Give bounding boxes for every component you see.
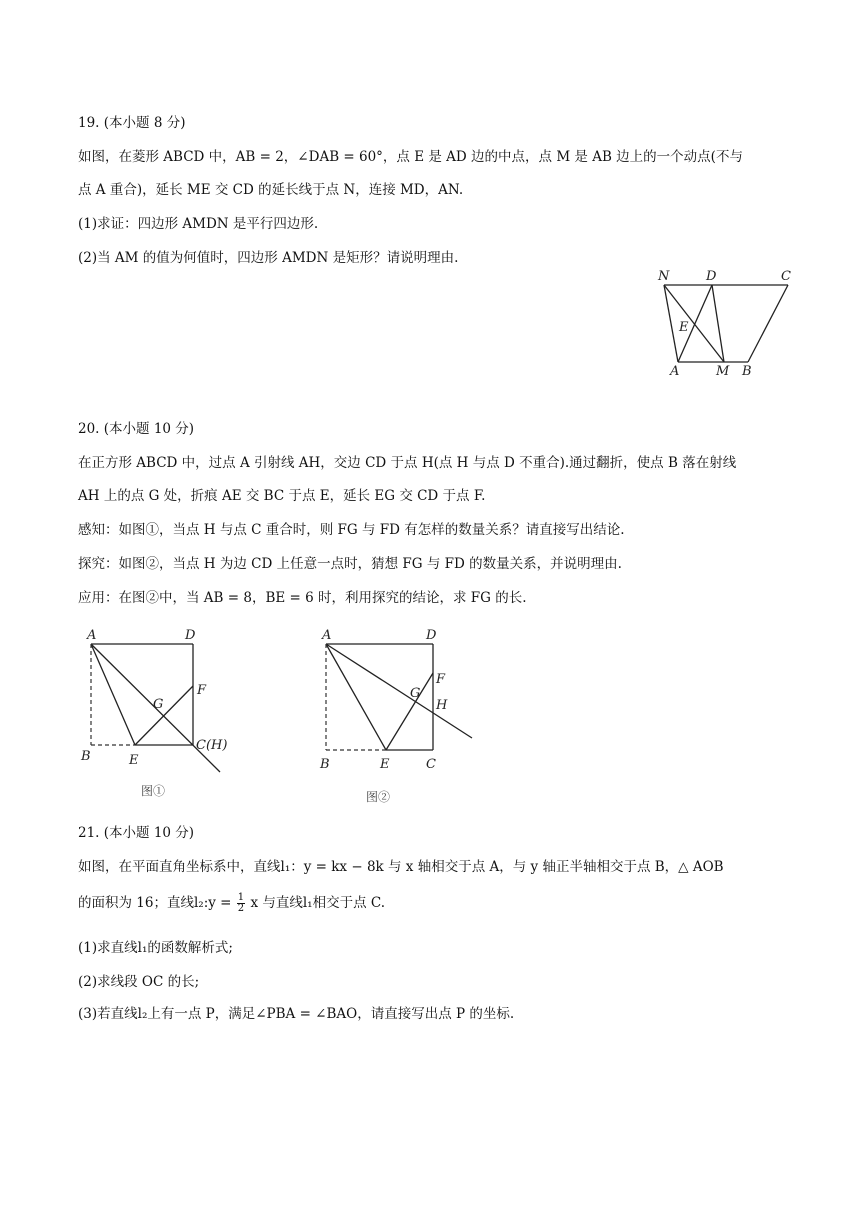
q20-sense: 感知：如图①，当点 H 与点 C 重合时，则 FG 与 FD 有怎样的数量关系？请直接写出结论.	[78, 522, 625, 538]
q21-fraction	[237, 893, 245, 914]
q21-text-line-2b: x 与直线l₁相交于点 C.	[250, 895, 386, 911]
q20-fig2-label-d: D	[426, 628, 437, 643]
q21-header: 21. (本小题 10 分)	[78, 825, 195, 841]
q20-fig1-label-b: B	[81, 749, 91, 764]
q20-fig1-label-d: D	[185, 628, 196, 643]
q20-fig1-label-g: G	[153, 697, 164, 712]
q19-label-n: N	[658, 269, 670, 284]
q19-part-2: (2)当 AM 的值为何值时，四边形 AMDN 是矩形？请说明理由.	[78, 250, 459, 266]
q19-text-line-2: 点 A 重合)，延长 ME 交 CD 的延长线于点 N，连接 MD，AN.	[78, 182, 464, 198]
q21-text-line-2	[78, 893, 385, 914]
q19-label-e: E	[679, 320, 689, 335]
q20-fig1-label-a: A	[87, 628, 97, 643]
q19-label-b: B	[742, 364, 752, 379]
q20-fig2-label-f: F	[436, 672, 446, 687]
q19-label-d: D	[706, 269, 717, 284]
q19-header: 19. (本小题 8 分)	[78, 115, 186, 131]
q20-apply: 应用：在图②中，当 AB = 8，BE = 6 时，利用探究的结论，求 FG 的长.	[78, 590, 527, 606]
q21-text-line-1: 如图，在平面直角坐标系中，直线l₁：y = kx − 8k 与 x 轴相交于点 A，与 y 轴正半轴相交于点 B，△ AOB	[78, 859, 724, 875]
q20-fig2-label-b: B	[320, 757, 330, 772]
q20-header: 20. (本小题 10 分)	[78, 421, 195, 437]
q20-fig1-label-e: E	[129, 753, 139, 768]
q19-text-line-1: 如图，在菱形 ABCD 中，AB = 2，∠DAB = 60°，点 E 是 AD 边的中点，点 M 是 AB 边上的一个动点(不与	[78, 149, 743, 165]
q20-fig1-caption: 图①	[141, 784, 166, 798]
q19-label-a: A	[670, 364, 680, 379]
q19-label-c: C	[781, 269, 791, 284]
q20-text-line-1: 在正方形 ABCD 中，过点 A 引射线 AH，交边 CD 于点 H(点 H 与点 D 不重合).通过翻折，使点 B 落在射线	[78, 455, 737, 471]
q20-fig1-label-ch: C(H)	[196, 738, 228, 753]
q21-part-3: (3)若直线l₂上有一点 P，满足∠PBA = ∠BAO，请直接写出点 P 的坐标.	[78, 1006, 515, 1022]
q20-fig2-label-c: C	[426, 757, 436, 772]
q19-label-m: M	[716, 364, 730, 379]
q20-fig2-label-a: A	[322, 628, 332, 643]
q20-figure-1	[75, 622, 245, 807]
q21-part-2: (2)求线段 OC 的长;	[78, 974, 200, 990]
q20-fig2-label-e: E	[380, 757, 390, 772]
q21-frac-den: 2	[237, 903, 245, 914]
q20-fig2-label-g: G	[410, 686, 421, 701]
q20-text-line-2: AH 上的点 G 处，折痕 AE 交 BC 于点 E，延长 EG 交 CD 于点 F.	[78, 488, 486, 504]
q20-figure-2	[310, 622, 485, 812]
q20-fig2-label-h: H	[436, 698, 448, 713]
q20-explore: 探究：如图②，当点 H 为边 CD 上任意一点时，猜想 FG 与 FD 的数量关系，并说明理由.	[78, 556, 622, 572]
q20-fig1-label-f: F	[197, 683, 207, 698]
q21-text-line-2a: 的面积为 16；直线l₂:y =	[78, 895, 232, 911]
q21-frac-num: 1	[237, 892, 245, 903]
q19-part-1: (1)求证：四边形 AMDN 是平行四边形.	[78, 216, 319, 232]
q21-part-1: (1)求直线l₁的函数解析式;	[78, 940, 233, 956]
q20-fig2-caption: 图②	[366, 790, 391, 804]
q19-rhombus-figure	[650, 265, 800, 380]
